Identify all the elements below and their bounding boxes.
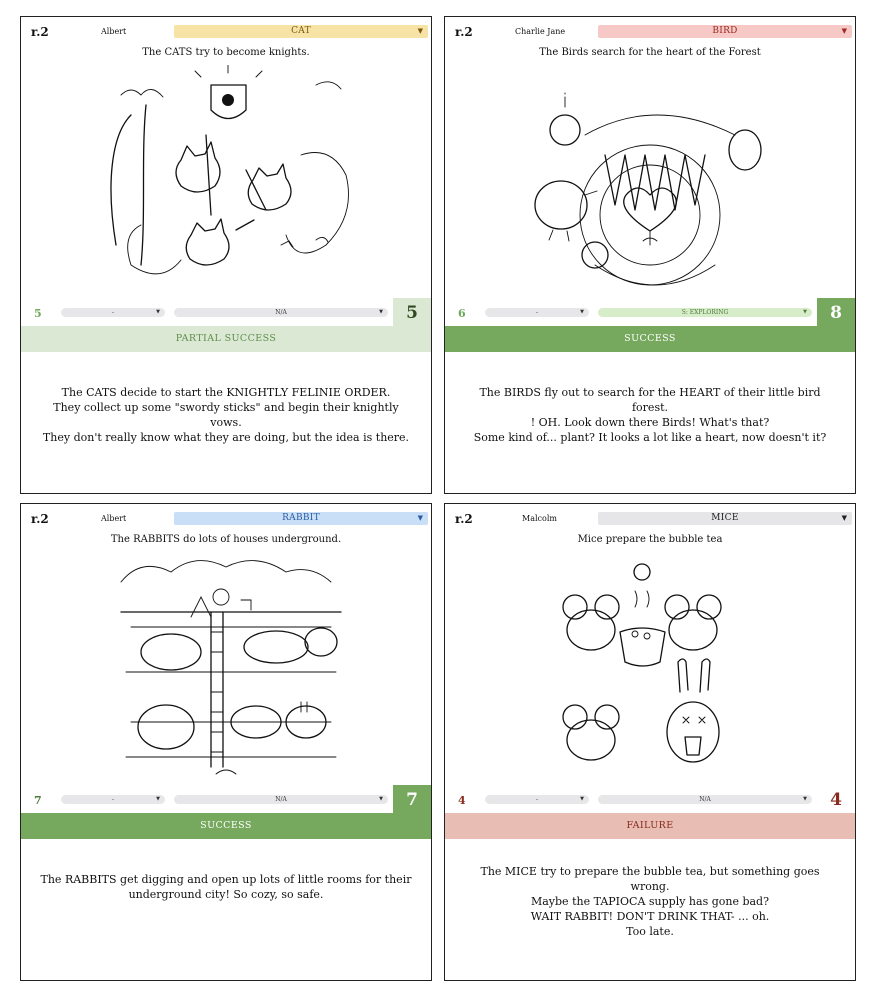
description: The MICE try to prepare the bubble tea, but something goes wrong. Maybe the TAPIOCA supply has gone bad? WAIT RABBIT! DON'T DRINK THAT- ... oh. Too late. <box>480 865 820 938</box>
tag-value: S: EXPLORING <box>681 309 729 316</box>
description: The BIRDS fly out to search for the HEART of their little bird forest. ! OH. Look down there Birds! What's that? Some kind of... plant? It looks a lot like a heart, now doesn't it? <box>473 386 827 444</box>
card-cat <box>20 16 432 494</box>
modifier-value: - <box>111 309 115 316</box>
description: The RABBITS get digging and open up lots of little rooms for their underground city! So cozy, so safe. <box>40 873 412 901</box>
faction-select[interactable] <box>174 512 428 525</box>
result-banner: SUCCESS <box>445 326 855 352</box>
score-row <box>21 788 431 812</box>
tag-value: N/A <box>699 796 711 803</box>
card-title: The Birds search for the heart of the Forest <box>539 47 761 58</box>
score-row <box>21 301 431 325</box>
card-mice <box>444 503 856 981</box>
total-score: 7 <box>393 785 431 815</box>
result-banner: SUCCESS <box>21 813 431 839</box>
chevron-down-icon: ▼ <box>803 309 807 315</box>
faction-select[interactable] <box>174 25 428 38</box>
result-banner: FAILURE <box>445 813 855 839</box>
score-row <box>445 301 855 325</box>
player-name: Albert <box>101 514 127 523</box>
mice-bubble-tea-illustration <box>495 552 805 788</box>
round-label: r.2 <box>455 25 473 39</box>
card-bird <box>444 16 856 494</box>
score-left: 4 <box>458 794 466 807</box>
faction-select[interactable] <box>598 25 852 38</box>
chevron-down-icon: ▼ <box>841 27 847 35</box>
faction-label: MICE <box>711 513 739 523</box>
tag-select[interactable] <box>174 308 388 317</box>
card-title: The RABBITS do lots of houses underground. <box>110 534 342 545</box>
result-banner: PARTIAL SUCCESS <box>21 326 431 352</box>
birds-forest-heart-illustration <box>495 65 805 301</box>
total-score: 5 <box>393 298 431 328</box>
score-left: 5 <box>34 307 42 320</box>
tag-select[interactable] <box>598 308 812 317</box>
modifier-value: - <box>535 796 539 803</box>
card-title: Mice prepare the bubble tea <box>577 534 723 545</box>
chevron-down-icon: ▼ <box>379 796 383 802</box>
modifier-select[interactable] <box>61 795 165 804</box>
faction-select[interactable] <box>598 512 852 525</box>
card-rabbit <box>20 503 432 981</box>
modifier-select[interactable] <box>61 308 165 317</box>
modifier-value: - <box>111 796 115 803</box>
chevron-down-icon: ▼ <box>417 514 423 522</box>
modifier-value: - <box>535 309 539 316</box>
player-name: Charlie Jane <box>515 27 566 36</box>
modifier-select[interactable] <box>485 308 589 317</box>
faction-label: CAT <box>291 26 311 36</box>
player-name: Albert <box>101 27 127 36</box>
cats-knights-illustration <box>71 65 381 301</box>
round-label: r.2 <box>455 512 473 526</box>
description: The CATS decide to start the KNIGHTLY FELINIE ORDER. They collect up some "swordy sticks" and begin their knightly vows. They don't really know what they are doing, but the idea is there. <box>42 386 410 444</box>
chevron-down-icon: ▼ <box>156 309 160 315</box>
round-label: r.2 <box>31 512 49 526</box>
total-score: 8 <box>817 298 855 328</box>
chevron-down-icon: ▼ <box>580 309 584 315</box>
faction-label: BIRD <box>712 26 738 36</box>
tag-value: N/A <box>275 309 287 316</box>
chevron-down-icon: ▼ <box>841 514 847 522</box>
chevron-down-icon: ▼ <box>803 796 807 802</box>
score-row <box>445 788 855 812</box>
total-score: 4 <box>817 785 855 815</box>
score-left: 7 <box>34 794 42 807</box>
round-label: r.2 <box>31 25 49 39</box>
card-title: The CATS try to become knights. <box>142 47 310 58</box>
tag-value: N/A <box>275 796 287 803</box>
chevron-down-icon: ▼ <box>156 796 160 802</box>
modifier-select[interactable] <box>485 795 589 804</box>
chevron-down-icon: ▼ <box>379 309 383 315</box>
chevron-down-icon: ▼ <box>580 796 584 802</box>
player-name: Malcolm <box>522 514 557 523</box>
tag-select[interactable] <box>174 795 388 804</box>
tag-select[interactable] <box>598 795 812 804</box>
score-left: 6 <box>458 307 466 320</box>
faction-label: RABBIT <box>282 513 320 523</box>
chevron-down-icon: ▼ <box>417 27 423 35</box>
rabbit-burrows-illustration <box>71 552 381 788</box>
